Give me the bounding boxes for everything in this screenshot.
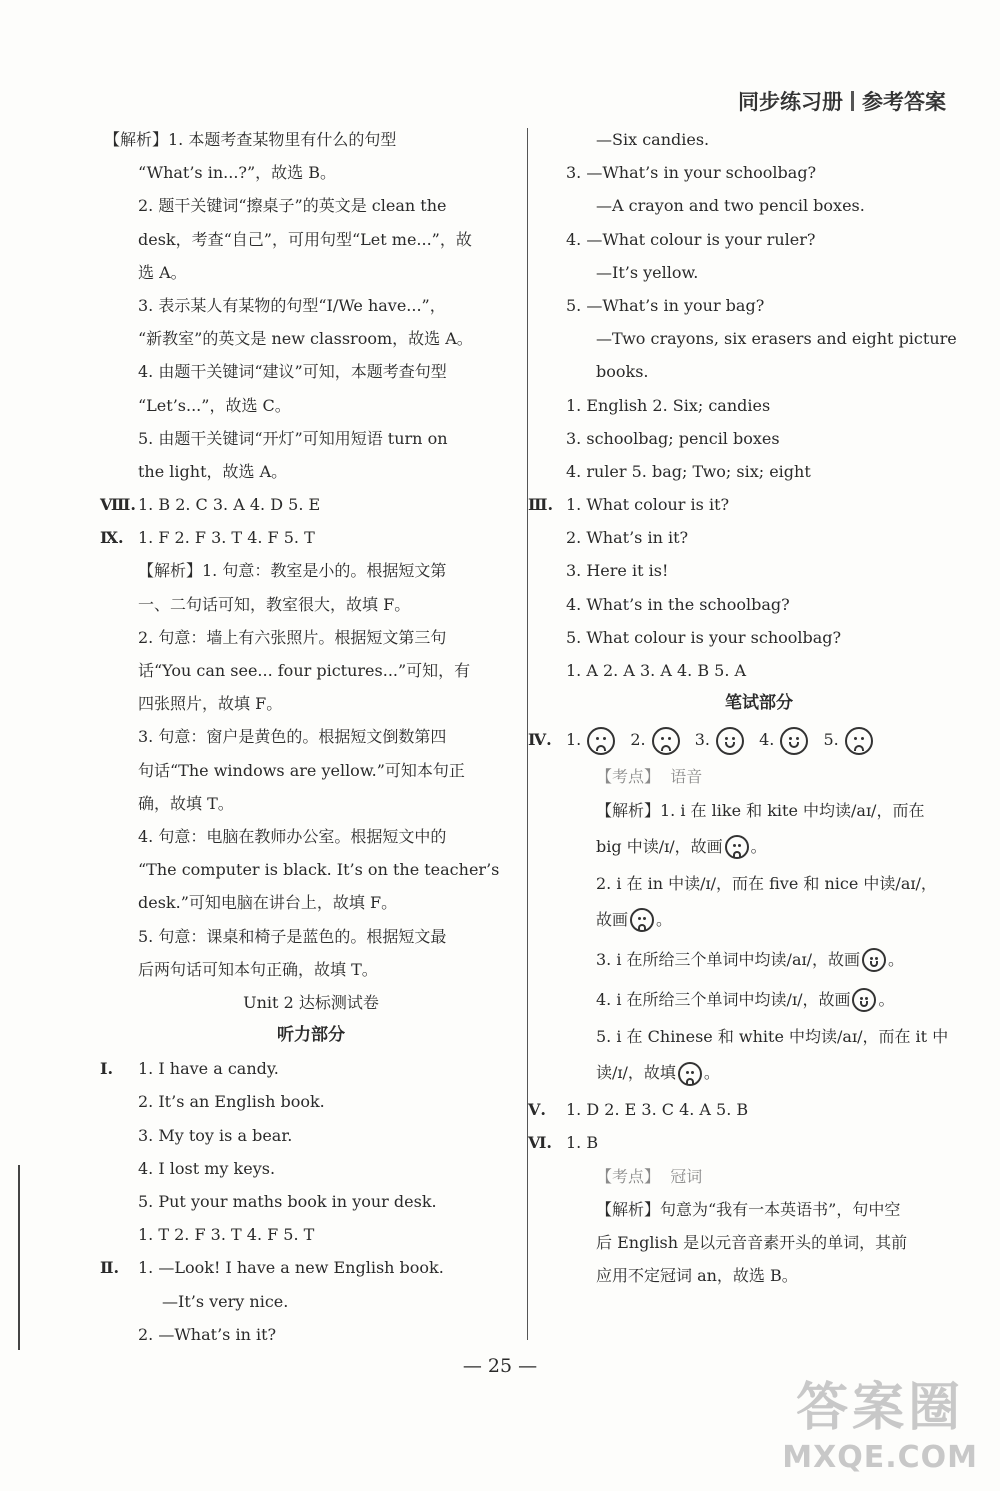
text-line: “The computer is black. It’s on the teacher’s: [138, 860, 500, 880]
key-point-row: 【考点】 冠词: [596, 1166, 703, 1186]
text-line: 1. English 2. Six; candies: [566, 395, 771, 415]
happy-face-icon: [862, 948, 886, 972]
text-line: desk，考查“自己”，可用句型“Let me...”，故: [138, 229, 472, 249]
text-line: 4. I lost my keys.: [138, 1158, 276, 1178]
section-subtitle: 笔试部分: [725, 693, 793, 714]
happy-face-icon: [716, 727, 744, 755]
text-line: 3. 表示某人有某物的句型“I/We have...”，: [138, 295, 446, 315]
sad-face-icon: [652, 727, 680, 755]
text-line: 2. 句意：墙上有六张照片。根据短文第三句: [138, 627, 447, 647]
text-line: 3. 句意：窗户是黄色的。根据短文倒数第四: [138, 727, 447, 747]
text-line: 2. i 在 in 中读/ɪ/，而在 five 和 nice 中读/aɪ/，: [596, 873, 937, 893]
text-line: 句话“The windows are yellow.”可知本句正: [138, 760, 465, 780]
text-line-with-face: 故画 。: [566, 900, 952, 940]
header-title: 同步练习册: [738, 90, 843, 114]
answer-row-vi: Ⅵ. 1. B: [566, 1126, 952, 1159]
text-line: 4. 句意：电脑在教师办公室。根据短文中的: [138, 826, 447, 846]
section-subtitle: 听力部分: [277, 1025, 345, 1046]
text-line: 后两句话可知本句正确，故填 T。: [138, 959, 378, 979]
answer-row-ii: Ⅱ. 1. —Look! I have a new English book.: [104, 1251, 518, 1284]
text-line: 四张照片，故填 F。: [138, 694, 283, 714]
sad-face-icon: [725, 835, 749, 859]
text-line: 确，故填 T。: [138, 793, 234, 813]
text-line: “新教室”的英文是 new classroom，故选 A。: [138, 329, 473, 349]
happy-face-icon: [780, 727, 808, 755]
text-line: 【解析】句意为“我有一本英语书”，句中空: [596, 1199, 901, 1219]
left-column: [100, 123, 518, 1351]
watermark-text: 答案圈: [796, 1378, 965, 1438]
text-line: 应用不定冠词 an，故选 B。: [596, 1266, 798, 1286]
text-line: 3. —What’s in your schoolbag?: [566, 163, 817, 183]
text-line: 2. It’s an English book.: [138, 1092, 325, 1112]
answer-row-iii: Ⅲ. 1. What colour is it?: [566, 488, 952, 521]
watermark-logo: [782, 1365, 978, 1475]
roman-numeral: Ⅳ.: [528, 730, 552, 750]
text-line: 5. 句意：课桌和椅子是蓝色的。根据短文最: [138, 926, 447, 946]
text-line: 4. 由题干关键词“建议”可知，本题考查句型: [138, 362, 447, 382]
section-title: Unit 2 达标测试卷: [243, 992, 379, 1012]
roman-numeral: Ⅴ.: [528, 1100, 546, 1120]
header-subtitle: 参考答案: [862, 90, 946, 114]
right-column: [528, 123, 957, 1292]
roman-numeral: Ⅵ.: [528, 1133, 552, 1153]
text-line: books.: [596, 362, 649, 382]
text-line: 一、二句话可知，教室很大，故填 F。: [138, 594, 411, 614]
sad-face-icon: [678, 1062, 702, 1086]
sad-face-icon: [845, 727, 873, 755]
text-line: —A crayon and two pencil boxes.: [596, 196, 865, 216]
text-line: 【解析】1. i 在 like 和 kite 中均读/aɪ/，而在: [596, 800, 925, 820]
header-separator: [851, 91, 854, 111]
answer-row-viii: Ⅷ. 1. B 2. C 3. A 4. D 5. E: [104, 488, 518, 521]
text-line: 3. Here it is!: [566, 561, 669, 581]
text-line: 2. —What’s in it?: [138, 1324, 277, 1344]
text-line: 话“You can see... four pictures...”可知，有: [138, 661, 471, 680]
roman-numeral: Ⅲ.: [528, 495, 554, 515]
answer-row-v: Ⅴ. 1. D 2. E 3. C 4. A 5. B: [566, 1093, 952, 1126]
roman-numeral: Ⅱ.: [100, 1258, 120, 1278]
text-line: —It’s very nice.: [162, 1291, 289, 1311]
text-line: 1. T 2. F 3. T 4. F 5. T: [138, 1225, 315, 1245]
roman-numeral: Ⅸ.: [100, 528, 124, 548]
text-line-with-face: 3. i 在所给三个单词中均读/aɪ/，故画 。: [566, 940, 952, 980]
page-header: [738, 86, 946, 116]
answer-row-iv: Ⅳ. 1. 2. 3. 4. 5.: [566, 720, 952, 760]
text-line: 【解析】1. 句意：教室是小的。根据短文第: [138, 561, 447, 581]
text-line-with-face: 4. i 在所给三个单词中均读/ɪ/，故画 。: [566, 980, 952, 1020]
text-line: desk.”可知电脑在讲台上，故填 F。: [138, 893, 398, 913]
text-line: 5. Put your maths book in your desk.: [138, 1192, 437, 1211]
text-line-with-face: 读/ɪ/，故填 。: [566, 1053, 952, 1093]
text-line: —It’s yellow.: [596, 262, 699, 282]
text-line: —Two crayons, six erasers and eight picture: [596, 329, 957, 349]
text-line: 5. 由题干关键词“开灯”可知用短语 turn on: [138, 428, 448, 448]
text-line: 2. 题干关键词“擦桌子”的英文是 clean the: [138, 196, 447, 216]
text-line: 2. What’s in it?: [566, 528, 689, 548]
text-line: “What’s in...?”，故选 B。: [138, 163, 337, 183]
text-line: 【解析】1. 本题考查某物里有什么的句型: [104, 130, 397, 149]
key-point-tag: 【考点】: [596, 767, 661, 787]
text-line: the light，故选 A。: [138, 461, 288, 481]
text-line: 4. What’s in the schoolbag?: [566, 594, 790, 614]
roman-numeral: Ⅷ.: [100, 495, 136, 515]
text-line: 选 A。: [138, 262, 187, 282]
text-line: 后 English 是以元音音素开头的单词，其前: [596, 1232, 908, 1252]
page-edge-line: [18, 1165, 20, 1350]
text-line: 3. schoolbag; pencil boxes: [566, 428, 780, 448]
happy-face-icon: [852, 988, 876, 1012]
text-line: 1. A 2. A 3. A 4. B 5. A: [566, 661, 747, 680]
text-line: “Let’s...”，故选 C。: [138, 395, 291, 415]
text-line: 4. ruler 5. bag; Two; six; eight: [566, 461, 811, 481]
text-line: 5. What colour is your schoolbag?: [566, 627, 842, 647]
text-line: —Six candies.: [596, 130, 710, 149]
page-number: — 25 —: [462, 1355, 538, 1377]
watermark-url: MXQE.COM: [782, 1440, 978, 1475]
sad-face-icon: [587, 727, 615, 755]
text-line: 4. —What colour is your ruler?: [566, 229, 816, 249]
text-line: 5. —What’s in your bag?: [566, 295, 765, 315]
key-point-row: 【考点】 语音: [596, 767, 703, 787]
answer-row-i: Ⅰ. 1. I have a candy.: [104, 1052, 518, 1085]
text-line: 5. i 在 Chinese 和 white 中均读/aɪ/，而在 it 中: [596, 1026, 949, 1046]
roman-numeral: Ⅰ.: [100, 1059, 114, 1079]
text-line-with-face: big 中读/ɪ/，故画 。: [566, 827, 952, 867]
text-line: 3. My toy is a bear.: [138, 1125, 293, 1145]
sad-face-icon: [630, 908, 654, 932]
answer-row-ix: Ⅸ. 1. F 2. F 3. T 4. F 5. T: [104, 521, 518, 554]
key-point-tag: 【考点】: [596, 1166, 661, 1186]
